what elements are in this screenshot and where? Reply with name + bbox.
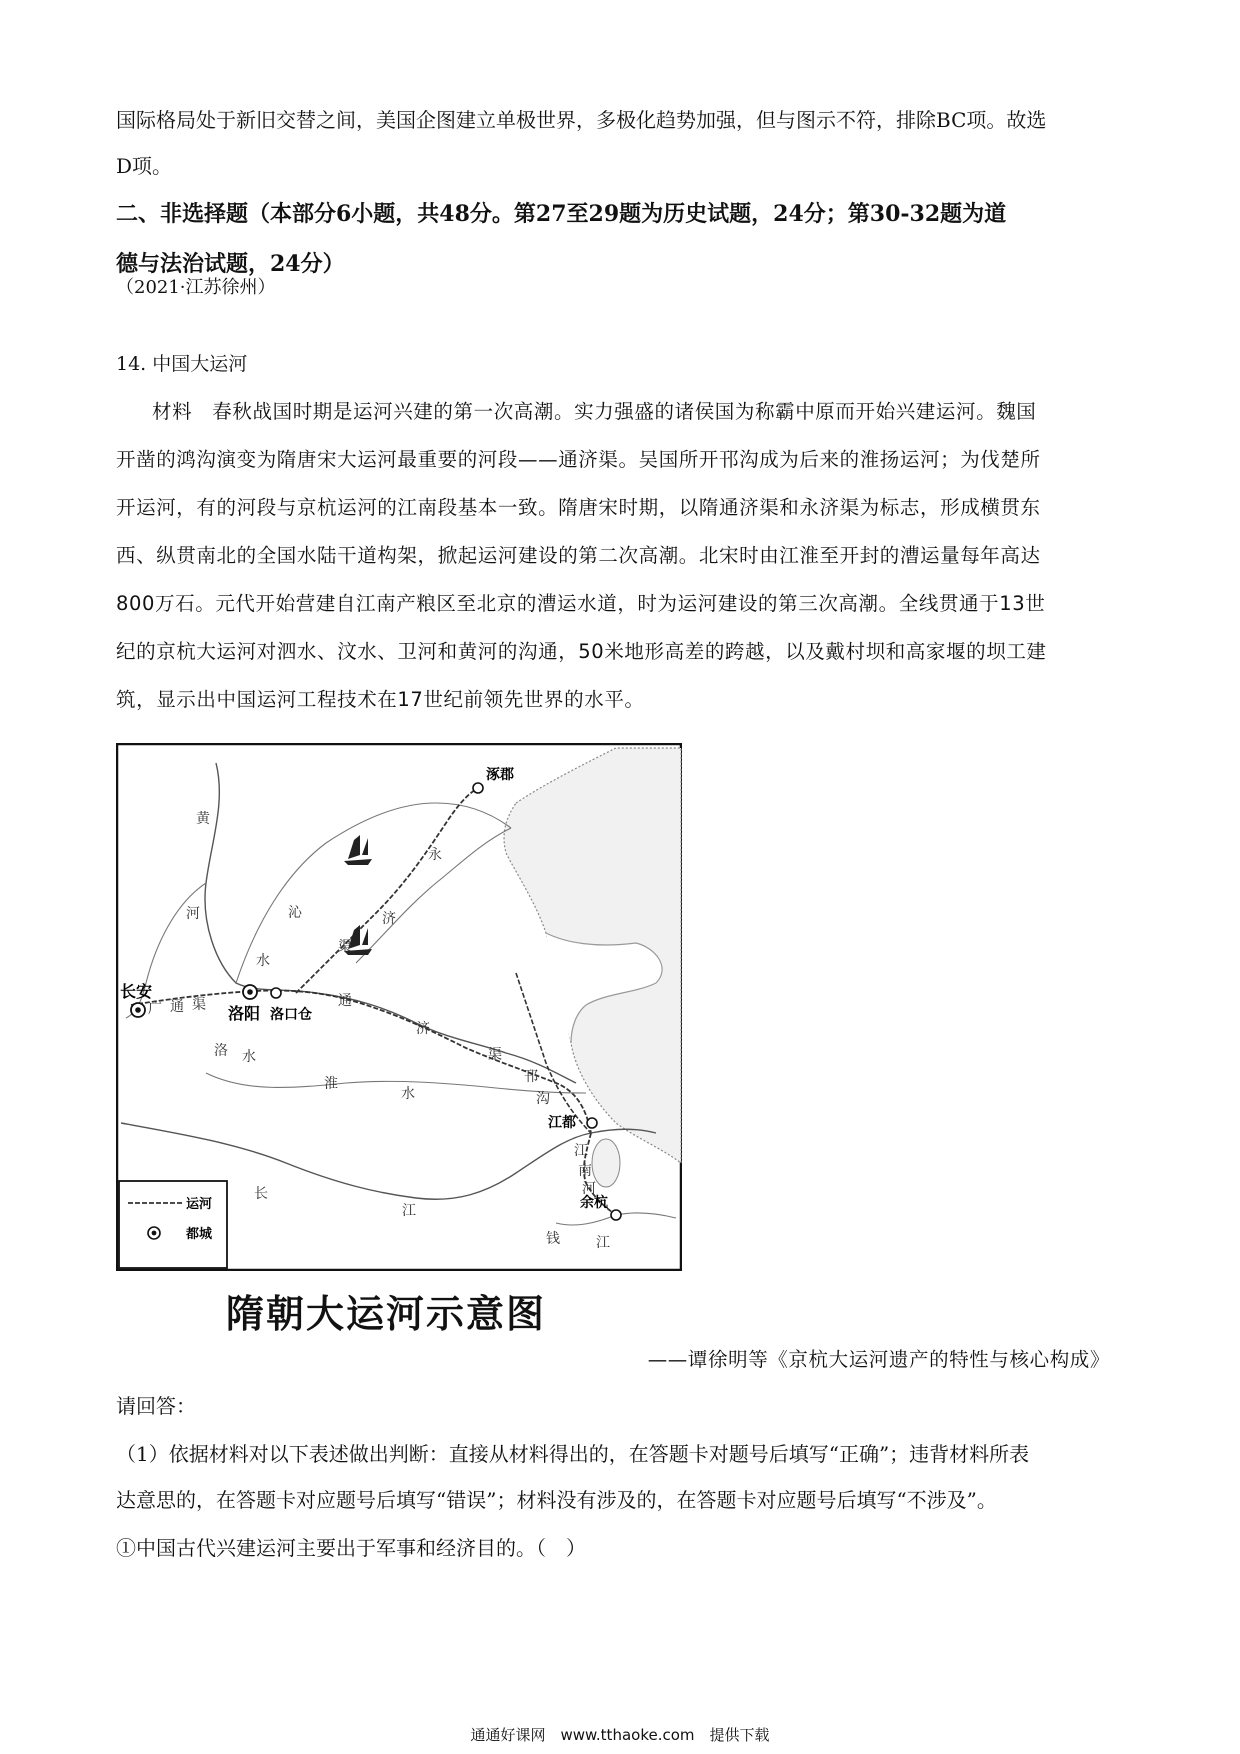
prompt: 请回答： [116,1394,196,1418]
river-label: 江 [574,1143,588,1159]
river-label: 济 [416,1021,430,1037]
river-label: 江 [596,1235,610,1251]
place-label-jiangdu: 江都 [548,1115,576,1131]
river-label: 钱 [546,1231,560,1247]
source-tag: （2021·江苏徐州） [116,277,276,298]
question-title: 14. 中国大运河 [116,353,248,375]
material-line: 开运河，有的河段与京杭运河的江南段基本一致。隋唐宋时期，以隋通济渠和永济渠为标志，形成横贯东 [116,496,1041,519]
prev-answer-line-2: D项。 [116,154,173,178]
river-label: 沁 [288,905,302,921]
place-label-luoyang: 洛阳 [228,1004,261,1023]
place-label-changan: 长安 [120,982,153,1001]
river-label: 济 [382,911,396,927]
prev-answer-line-1: 国际格局处于新旧交替之间，美国企图建立单极世界，多极化趋势加强，但与图示不符，排除BC项。故选 [116,108,1047,132]
river-label: 长 [254,1186,268,1202]
river-label: 水 [401,1086,415,1102]
section-heading-line-2: 德与法治试题，24分） [116,251,345,277]
material-line: 材料 春秋战国时期是运河兴建的第一次高潮。实力强盛的诸侯国为称霸中原而开始兴建运河。魏国 [152,400,1037,423]
river-label: 渠 [488,1047,502,1063]
river-label: 通 [338,993,352,1009]
sui-grand-canal-map [116,743,682,1271]
place-label-yuhang: 余杭 [580,1195,608,1211]
river-label: 江 [402,1203,416,1219]
river-label: 黄 [196,811,210,827]
instruction-line-1: （1）依据材料对以下表述做出判断：直接从材料得出的，在答题卡对题号后填写“正确”；违背材料所表 [116,1442,1030,1466]
place-label-luokoucang: 洛口仓 [270,1007,312,1023]
material-line: 开凿的鸿沟演变为隋唐宋大运河最重要的河段——通济渠。吴国所开邗沟成为后来的淮扬运河；为伐楚所 [116,448,1041,471]
river-label: 洛 [214,1043,228,1059]
legend-capital-label: 都城 [186,1227,213,1242]
instruction-line-2: 达意思的，在答题卡对应题号后填写“错误”；材料没有涉及的，在答题卡对应题号后填写“不涉及”。 [116,1488,997,1512]
place-label-zhuojun: 涿郡 [486,767,514,783]
legend-canal-label: 运河 [186,1197,213,1212]
material-line: 纪的京杭大运河对泗水、汶水、卫河和黄河的沟通，50米地形高差的跨越，以及戴村坝和高家堰的坝工建 [116,640,1047,663]
river-label: 河 [186,906,200,922]
river-label: 永 [428,847,442,863]
river-label: 南 [578,1163,592,1179]
map-title: 隋朝大运河示意图 [226,1292,547,1336]
river-label: 水 [242,1049,256,1065]
river-label: 通 [170,999,184,1015]
material-line: 800万石。元代开始营建自江南产粮区至北京的漕运水道，时为运河建设的第三次高潮。全线贯通于13世 [116,592,1046,615]
river-label: 邗 [524,1069,538,1085]
river-label: 淮 [324,1076,338,1092]
river-label: 河 [582,1181,596,1197]
river-label: 渠 [192,997,206,1013]
river-label: 渠 [338,939,352,955]
river-label: 水 [256,953,270,969]
page-footer: 通通好课网 www.tthaoke.com 提供下载 [470,1726,770,1744]
citation: ——谭徐明等《京杭大运河遗产的特性与核心构成》 [647,1348,1110,1371]
map-legend [119,1181,227,1268]
statement-1: ①中国古代兴建运河主要出于军事和经济目的。（ ） [116,1536,586,1560]
section-heading-line-1: 二、非选择题（本部分6小题，共48分。第27至29题为历史试题，24分；第30-32题为道 [116,201,1007,227]
material-line: 筑，显示出中国运河工程技术在17世纪前领先世界的水平。 [116,688,645,711]
river-label: 广 [148,1001,162,1017]
material-line: 西、纵贯南北的全国水陆干道构架，掀起运河建设的第二次高潮。北宋时由江淮至开封的漕运量每年高达 [116,544,1041,567]
river-label: 沟 [536,1091,550,1107]
